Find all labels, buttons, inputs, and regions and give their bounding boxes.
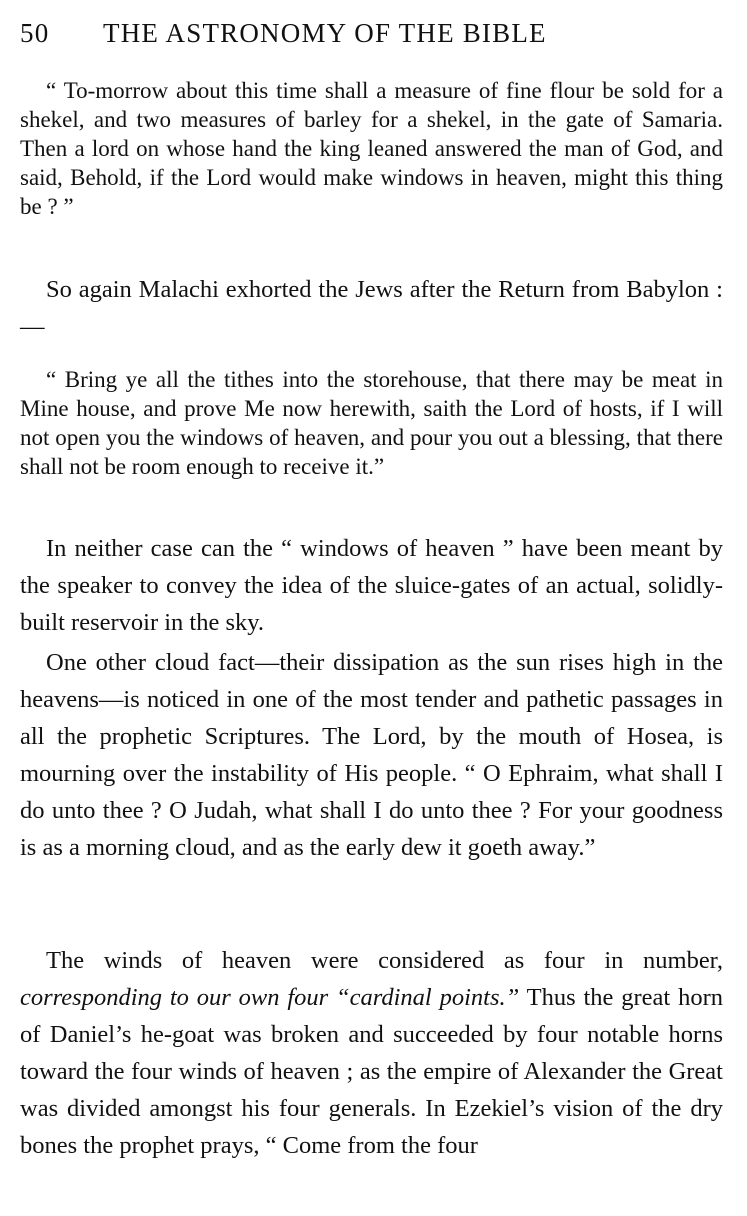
paragraph-four-winds [20, 942, 723, 1164]
page-number: 50 [20, 18, 50, 48]
four-winds-text: The winds of heaven were considered as four in number, [46, 947, 723, 974]
paragraph-windows-of-heaven: In neither case can the “ windows of heaven ” have been meant by the speaker to convey the idea of the sluice-gates of an actual, solidly-built reservoir in the sky. [20, 535, 723, 636]
four-winds-continued: Thus the great horn of Daniel’s he-goat was broken and succeeded by four notable horns toward the four winds of heaven ; as the empire of Alexander the Great was divided amongst his four generals. In Ezekiel’s vision of the dry bones the prophet prays, “ Come from the four [20, 984, 723, 1159]
quote-malachi: “ Bring ye all the tithes into the storehouse, that there may be meat in Mine house, and prove Me now herewith, saith the Lord of hosts, if I will not open you the windows of heaven, and pour you out a blessing, that there shall not be room enough to receive it.” [20, 367, 723, 479]
cardinal-points-italic: corresponding to our own four “cardinal points.” [20, 984, 520, 1011]
quote-samaria: “ To-morrow about this time shall a measure of fine flour be sold for a shekel, and two measures of barley for a shekel, in the gate of Samaria. Then a lord on whose hand the king leaned answered the man of God, and said, Behold, if the Lord would make windows in heaven, might this thing be ? ” [20, 78, 723, 219]
running-title: THE ASTRONOMY OF THE BIBLE [103, 18, 547, 48]
page-header [20, 18, 725, 52]
paragraph-cloud-fact: One other cloud fact—their dissipation as the sun rises high in the heavens—is noticed in one of the most tender and pathetic passages in all the prophetic Scriptures. The Lord, by the mouth of Hosea, is mourning over the instability of His people. “ O Ephraim, what shall I do unto thee ? O Judah, what shall I do unto thee ? For your goodness is as a morning cloud, and as the early dew it goeth away.” [20, 649, 723, 861]
paragraph-malachi-intro: So again Malachi exhorted the Jews after the Return from Babylon :— [20, 276, 723, 340]
